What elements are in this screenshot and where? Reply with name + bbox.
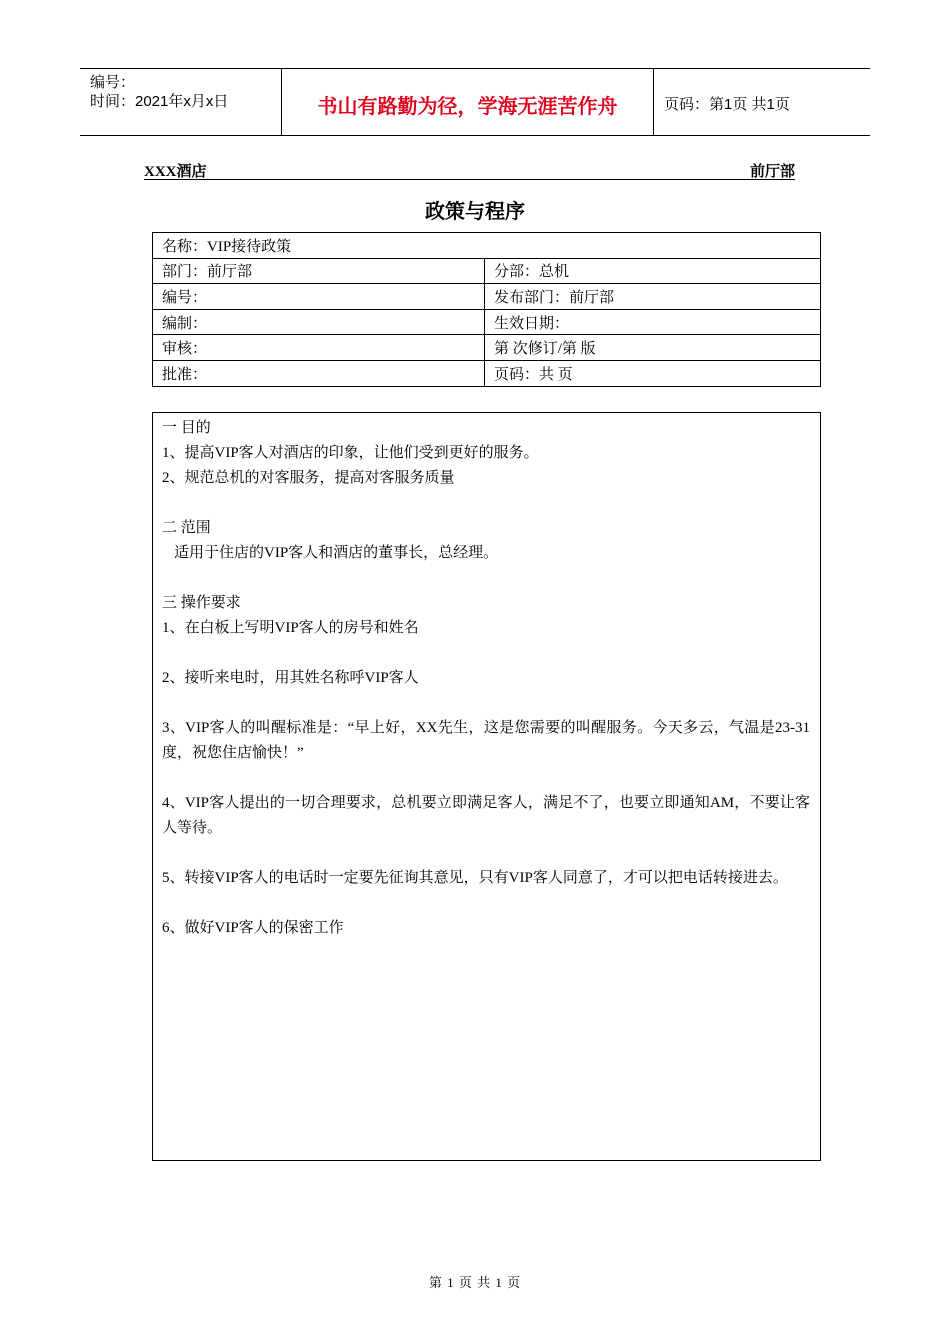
policy-content-box [152, 412, 821, 1161]
blank-line [162, 491, 820, 516]
blank-line [162, 641, 820, 666]
content-line: 6、做好VIP客人的保密工作 [162, 920, 344, 936]
department-name: 前厅部 [749, 164, 795, 180]
page-footer [0, 1272, 950, 1291]
time-label: 时间：2021年x月x日 [90, 93, 229, 110]
table-row [153, 284, 821, 310]
policy-info-table [152, 232, 821, 387]
footer-page-number: 第 1 页 共 1 页 [428, 1275, 522, 1290]
section-heading-requirements: 三 操作要求 [162, 595, 241, 611]
blank-line [162, 841, 820, 866]
hotel-department-line [144, 160, 795, 180]
content-line: 4、VIP客人提出的一切合理要求，总机要立即满足客人，满足不了，也要立即通知AM，不要让客人等待。 [162, 795, 810, 836]
table-cell: 编号： [153, 284, 485, 310]
table-cell: 页码：共 页 [485, 360, 821, 386]
table-cell: 部门：前厅部 [153, 258, 485, 284]
content-line: 1、在白板上写明VIP客人的房号和姓名 [162, 620, 419, 636]
table-row [153, 360, 821, 386]
blank-line [162, 891, 820, 916]
content-line: 2、接听来电时，用其姓名称呼VIP客人 [162, 670, 419, 686]
table-row [153, 335, 821, 361]
section-heading-purpose: 一 目的 [162, 420, 211, 436]
policy-name-cell: 名称：VIP接待政策 [153, 233, 821, 259]
table-cell: 发布部门：前厅部 [485, 284, 821, 310]
number-label: 编号： [90, 74, 136, 91]
content-line: 5、转接VIP客人的电话时一定要先征询其意见，只有VIP客人同意了，才可以把电话转接进去。 [162, 870, 788, 886]
content-line: 2、规范总机的对客服务，提高对客服务质量 [162, 470, 455, 486]
header-motto: 书山有路勤为径，学海无涯苦作舟 [282, 69, 654, 135]
document-header [80, 68, 870, 136]
content-line: 1、提高VIP客人对酒店的印象，让他们受到更好的服务。 [162, 445, 539, 461]
table-cell: 生效日期： [485, 309, 821, 335]
page-title: 政策与程序 [425, 199, 525, 223]
blank-line [162, 691, 820, 716]
section-heading-scope: 二 范围 [162, 520, 211, 536]
table-cell: 第 次修订/第 版 [485, 335, 821, 361]
header-meta [80, 69, 282, 135]
blank-line [162, 566, 820, 591]
table-cell: 审核： [153, 335, 485, 361]
content-line: 适用于住店的VIP客人和酒店的董事长，总经理。 [174, 545, 499, 561]
table-cell: 编制： [153, 309, 485, 335]
content-line: 3、VIP客人的叫醒标准是：“早上好，XX先生，这是您需要的叫醒服务。今天多云，气温是23-31度，祝您住店愉快！” [162, 720, 810, 761]
table-cell: 分部：总机 [485, 258, 821, 284]
blank-line [162, 766, 820, 791]
table-row [153, 233, 821, 259]
table-cell: 批准： [153, 360, 485, 386]
header-page-label: 页码：第1页 共1页 [664, 95, 790, 113]
table-row [153, 258, 821, 284]
hotel-name: XXX酒店 [144, 164, 207, 180]
table-row [153, 309, 821, 335]
